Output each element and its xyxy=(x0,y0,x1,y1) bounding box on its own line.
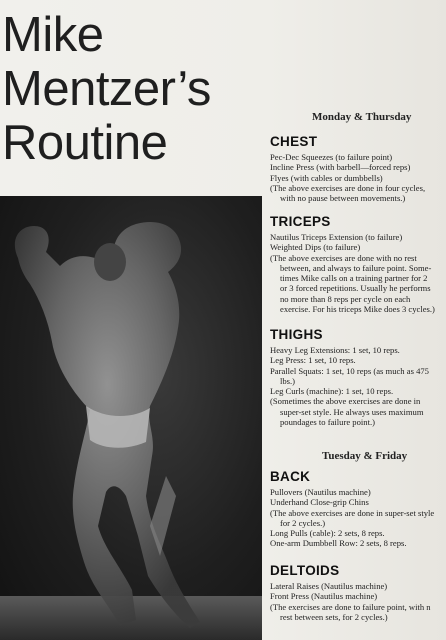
deltoids-heading: DELTOIDS xyxy=(270,563,340,578)
section-deltoids xyxy=(270,563,446,622)
list-item: between, and always to failure point. Some- xyxy=(280,262,432,273)
triceps-heading: TRICEPS xyxy=(270,214,331,229)
chest-heading: CHEST xyxy=(270,134,318,149)
section-thighs xyxy=(270,327,446,427)
deltoids-lines xyxy=(270,581,446,622)
section-triceps xyxy=(270,214,446,314)
back-heading: BACK xyxy=(270,469,311,484)
list-item: rest between sets, for 2 cycles.) xyxy=(280,611,388,622)
triceps-lines xyxy=(270,232,446,314)
list-item: (The above exercises are done in super-set style xyxy=(270,507,435,518)
list-item: Front Press (Nautilus machine) xyxy=(270,591,378,602)
list-item: or 3 forced repetitions. Usually he performs xyxy=(280,283,431,294)
list-item: Nautilus Triceps Extension (to failure) xyxy=(270,232,403,242)
thighs-heading: THIGHS xyxy=(270,327,323,342)
list-item: Weighted Dips (to failure) xyxy=(270,242,361,253)
list-item: Pullovers (Nautilus machine) xyxy=(270,487,371,497)
list-item: Heavy Leg Extensions: 1 set, 10 reps. xyxy=(270,345,400,355)
list-item: Leg Curls (machine): 1 set, 10 reps. xyxy=(270,386,394,397)
list-item: (The above exercises are done with no rest xyxy=(270,252,417,263)
list-item: Pec-Dec Squeezes (to failure point) xyxy=(270,152,393,162)
back-lines xyxy=(270,487,446,549)
list-item: Parallel Squats: 1 set, 10 reps (as much as 475 xyxy=(270,365,429,376)
list-item: lbs.) xyxy=(280,375,296,386)
day-heading-tuesday-friday: Tuesday & Friday xyxy=(322,450,408,462)
list-item: One-arm Dumbbell Row: 2 sets, 8 reps. xyxy=(270,538,407,549)
list-item: Underhand Close-grip Chins xyxy=(270,497,369,508)
thighs-lines xyxy=(270,345,446,427)
list-item: times Mike calls on a training partner for 2 xyxy=(280,273,428,284)
bodybuilder-photo xyxy=(0,196,262,640)
article-title xyxy=(2,8,302,170)
section-back xyxy=(270,469,446,549)
list-item: Incline Press (with barbell—forced reps) xyxy=(270,162,411,173)
list-item: no more than 8 reps per cycle on each xyxy=(280,293,411,304)
list-item: (Sometimes the above exercises are done in xyxy=(270,396,421,407)
list-item: Lateral Raises (Nautilus machine) xyxy=(270,581,388,591)
list-item: exercise. For his triceps Mike does 3 cycles.) xyxy=(280,304,435,315)
day-heading-monday-thursday: Monday & Thursday xyxy=(312,111,412,123)
list-item: poundages to failure point.) xyxy=(280,417,375,428)
list-item: Long Pulls (cable): 2 sets, 8 reps. xyxy=(270,528,385,539)
list-item: (The exercises are done to failure point, with n xyxy=(270,601,431,612)
chest-lines xyxy=(270,152,446,203)
list-item: for 2 cycles.) xyxy=(280,517,326,528)
section-chest xyxy=(270,134,446,203)
title-line-3: Routine xyxy=(2,116,168,170)
list-item: with no pause between movements.) xyxy=(280,193,406,204)
title-line-2: Mentzer’s xyxy=(2,62,211,116)
list-item: Leg Press: 1 set, 10 reps. xyxy=(270,355,356,366)
list-item: super-set style. He always uses maximum xyxy=(280,406,424,417)
title-line-1: Mike xyxy=(2,8,104,62)
list-item: (The above exercises are done in four cycles, xyxy=(270,182,426,193)
list-item: Flyes (with cables or dumbbells) xyxy=(270,172,383,183)
bodybuilder-silhouette xyxy=(0,196,262,640)
